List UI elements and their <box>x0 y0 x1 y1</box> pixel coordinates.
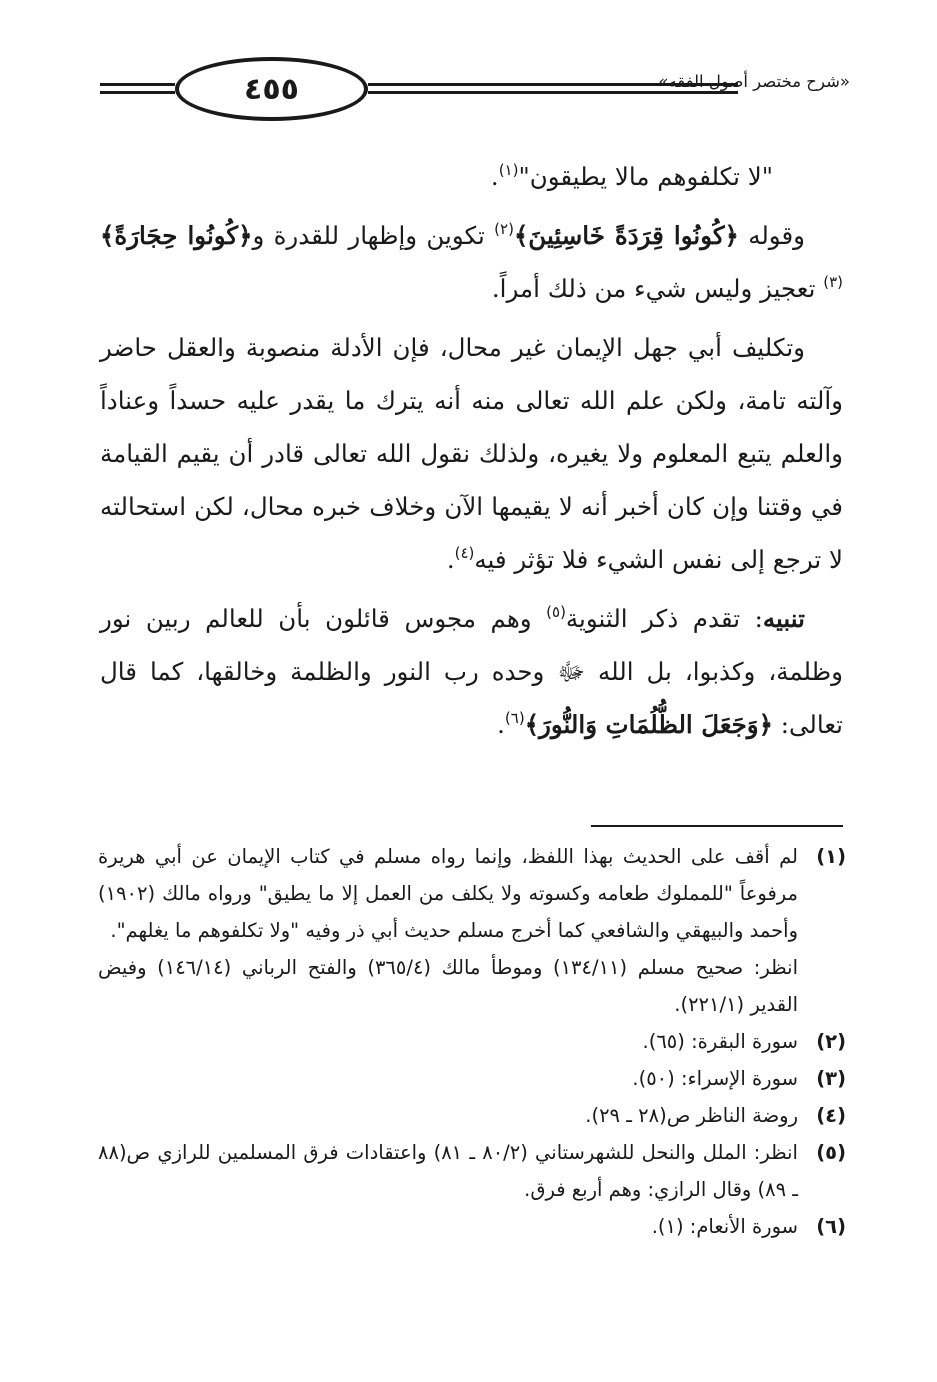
footnote-text: انظر: الملل والنحل للشهرستاني (٨٠/٢ ـ ٨١) واعتقادات فرق المسلمين للرازي ص(٨٨ ـ ٨٩) وقال الرازي: وهم أربع فرق. <box>98 1141 798 1201</box>
header-rule-left <box>100 83 175 94</box>
paragraph-end: . <box>446 545 455 574</box>
main-text <box>100 150 843 757</box>
page-header <box>100 56 850 130</box>
footnote-1-sources <box>98 949 846 1023</box>
text-run: تكوين وإظهار للقدرة و <box>252 221 495 250</box>
paragraph-abu-jahl <box>100 321 843 586</box>
footnote-number: (١) <box>816 845 846 868</box>
text-run: وهم مجوس قائلون بأن للعالم ربين نور وظلمة، وكذبوا، بل الله ﷻ وحده رب النور والظلمة وخالقها، كما قال تعالى: <box>100 604 843 739</box>
footnote-ref-3: (٣) <box>823 273 843 291</box>
note-label: تنبيه <box>762 604 805 633</box>
text-run: : تقدم ذكر الثنوية <box>565 604 763 633</box>
footnote-text: سورة البقرة: (٦٥). <box>642 1030 798 1053</box>
page-number: ٤٥٥ <box>175 57 368 121</box>
footnote-number: (٢) <box>816 1030 846 1053</box>
footnote-5 <box>98 1134 846 1208</box>
footnote-text: سورة الأنعام: (١). <box>651 1215 798 1238</box>
footnote-4 <box>98 1097 846 1134</box>
footnote-ref-5: (٥) <box>546 603 566 621</box>
footnote-number: (٤) <box>816 1104 846 1127</box>
footnote-ref-6: (٦) <box>504 709 525 727</box>
quran-verse-1: ﴿كُونُوا قِرَدَةً خَاسِئِينَ﴾ <box>513 221 739 250</box>
footnote-ref-4: (٤) <box>454 544 475 562</box>
footnote-number: (٦) <box>816 1215 846 1238</box>
running-book-title: «شرح مختصر أصول الفقه» <box>658 72 850 91</box>
paragraph-note <box>100 592 843 751</box>
footnotes <box>98 838 846 1245</box>
text-run: وتكليف أبي جهل الإيمان غير محال، فإن الأدلة منصوبة والعقل حاضر وآلته تامة، ولكن علم الله تعالى منه أنه يترك ما يقدر عليه حسداً وعناداً والعلم يتبع المعلوم ولا يغيره، ولذلك نقول الله تعالى قادر أن يقيم القيامة في وقتنا وإن كان أخبر أنه لا يقيمها الآن وخلاف خبره محال، لكن استحالته لا ترجع إلى نفس الشيء فلا تؤثر فيه <box>100 333 843 574</box>
footnote-2 <box>98 1023 846 1060</box>
text-run: تعجيز وليس شيء من ذلك أمراً. <box>491 274 824 303</box>
quran-verse-2: ﴿كُونُوا حِجَارَةً﴾ <box>100 221 253 250</box>
footnote-number: (٣) <box>816 1067 846 1090</box>
paragraph-end: . <box>497 710 505 739</box>
hadith-quote: "لا تكلفوهم مالا يطيقون" <box>518 162 773 191</box>
footnote-6 <box>98 1208 846 1245</box>
footnote-ref-1: (١) <box>498 161 519 179</box>
footnote-text: سورة الإسراء: (٥٠). <box>632 1067 798 1090</box>
footnote-text: روضة الناظر ص(٢٨ ـ ٢٩). <box>585 1104 798 1127</box>
text-run: وقوله <box>738 221 806 250</box>
footnote-number: (٥) <box>816 1141 846 1164</box>
footnote-ref-2: (٢) <box>494 220 514 238</box>
footnote-3 <box>98 1060 846 1097</box>
footnote-separator <box>591 825 843 827</box>
paragraph-hadith <box>100 150 843 203</box>
quran-verse-3: ﴿وَجَعَلَ الظُّلُمَاتِ وَالنُّورَ﴾ <box>524 710 773 739</box>
footnote-1 <box>98 838 846 949</box>
paragraph-end: . <box>490 162 499 191</box>
paragraph-verses <box>100 209 843 315</box>
footnote-text: انظر: صحيح مسلم (١٣٤/١١) وموطأ مالك (٣٦٥/٤) والفتح الرباني (١٤٦/١٤) وفيض القدير (٢٢١/١). <box>98 956 798 1016</box>
footnote-text: لم أقف على الحديث بهذا اللفظ، وإنما رواه مسلم في كتاب الإيمان عن أبي هريرة مرفوعاً "للمملوك طعامه وكسوته ولا يكلف من العمل إلا ما يطيق" ورواه مالك (١٩٠٢) وأحمد والبيهقي والشافعي كما أخرج مسلم حديث أبي ذر وفيه "ولا تكلفوهم ما يغلهم". <box>98 845 798 942</box>
